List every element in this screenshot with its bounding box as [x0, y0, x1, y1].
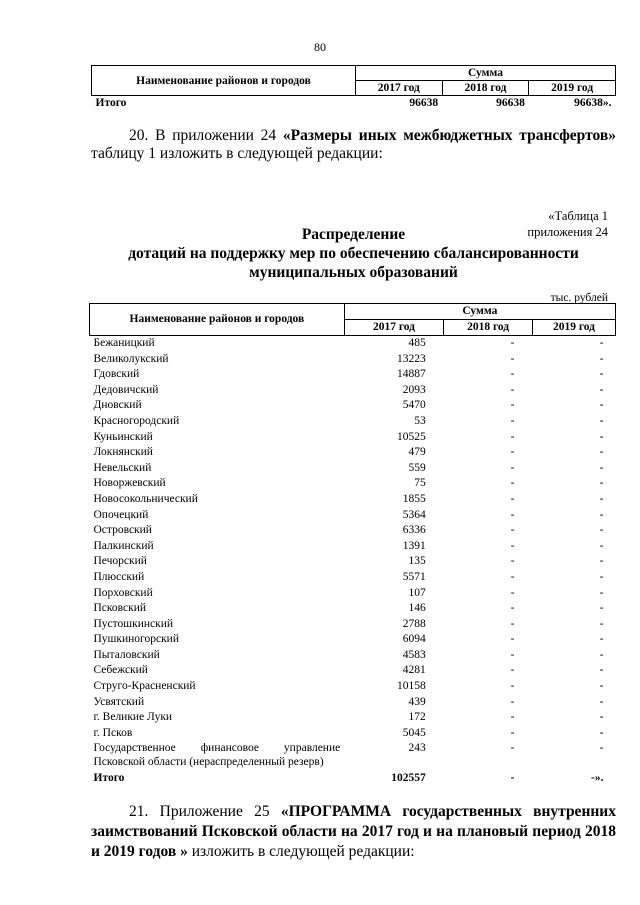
table-row — [90, 383, 616, 399]
table-row — [90, 398, 616, 414]
row-value-2019: - — [599, 337, 604, 349]
table-row — [90, 726, 616, 742]
row-value-2019: - — [599, 368, 604, 381]
row-value-2017: 5571 — [402, 570, 426, 583]
table-row — [90, 492, 616, 508]
row-value-2017: 479 — [408, 446, 426, 459]
row-value-2018: - — [510, 430, 515, 443]
row-name: Пушкиногорский — [93, 633, 179, 646]
row-value-2017: 439 — [408, 695, 426, 708]
table-row — [90, 695, 616, 711]
row-name: Невельский — [93, 461, 152, 474]
row-value-2017: 10158 — [396, 680, 426, 693]
row-name: Локнянский — [93, 446, 153, 459]
table-row — [90, 663, 616, 679]
paragraph-20-text1: 20. В приложении 24 — [129, 127, 283, 144]
paragraph-20-text2: таблицу 1 изложить в следующей редакции: — [91, 145, 383, 162]
row-value-2019: - — [599, 664, 604, 677]
row-value-2019: - — [599, 633, 604, 646]
table-row — [90, 570, 616, 586]
row-name: Опочецкий — [93, 508, 149, 521]
row-value-2019: - — [599, 555, 604, 568]
prev-total-2019: 96638». — [574, 97, 612, 109]
row-name: Пустошкинский — [93, 617, 174, 630]
row-value-2019: - — [599, 446, 604, 459]
row-value-2018: - — [510, 508, 515, 521]
row-value-2018: - — [510, 524, 515, 537]
prev-year-2017: 2017 год — [356, 81, 443, 96]
row-value-2019: - — [599, 742, 604, 755]
row-value-2017: 4583 — [402, 648, 426, 661]
row-value-2019: - — [599, 352, 604, 365]
row-value-2018: - — [510, 726, 515, 739]
header-sum: Сумма — [344, 304, 615, 320]
row-name: Дновский — [93, 399, 142, 412]
table-caption-line1: «Таблица 1 — [548, 209, 608, 223]
row-value-2018: - — [510, 586, 515, 599]
row-value-2019: - — [599, 461, 604, 474]
row-value-2018: - — [510, 633, 515, 646]
row-value-2017: 172 — [408, 711, 426, 724]
units-label: тыс. рублей — [550, 292, 608, 304]
row-value-2017: 5364 — [402, 508, 426, 521]
row-name: Бежаницкий — [93, 337, 155, 349]
row-name: Усвятский — [93, 695, 145, 708]
row-value-2018: - — [510, 602, 515, 615]
table-row — [90, 430, 616, 446]
row-name: Красногородский — [93, 414, 180, 427]
row-value-2019: - — [599, 711, 604, 724]
row-name: Государственное финансовое управление Псковской области (нераспределенный резерв) — [93, 742, 341, 769]
table-row — [90, 617, 616, 633]
row-value-2017: 559 — [408, 461, 426, 474]
row-value-2018: - — [510, 555, 515, 568]
row-name: Псковский — [93, 602, 147, 615]
row-value-2018: - — [510, 461, 515, 474]
table-row — [90, 352, 616, 368]
table-row — [90, 508, 616, 524]
header-year-2017: 2017 год — [344, 320, 444, 336]
row-value-2019: - — [599, 586, 604, 599]
row-value-2019: - — [599, 602, 604, 615]
page-number: 80 — [314, 40, 326, 54]
row-name: Гдовский — [93, 368, 140, 381]
paragraph-21-text1: 21. Приложение 25 — [129, 803, 281, 820]
row-name: Куньинский — [93, 430, 153, 443]
row-value-2017: 10525 — [396, 430, 426, 443]
total-2019: -». — [591, 772, 604, 785]
row-value-2018: - — [510, 477, 515, 490]
title-line1: Распределение — [301, 226, 406, 243]
row-name: Плюсский — [93, 570, 145, 583]
row-value-2019: - — [599, 430, 604, 443]
table-row — [90, 601, 616, 617]
row-value-2017: 485 — [408, 337, 426, 349]
row-value-2018: - — [510, 742, 515, 755]
table-row — [90, 476, 616, 492]
table-row — [90, 586, 616, 602]
prev-header-sum: Сумма — [356, 66, 616, 81]
table-title — [91, 225, 616, 282]
row-value-2019: - — [599, 648, 604, 661]
row-value-2018: - — [510, 617, 515, 630]
table-row — [90, 539, 616, 555]
row-name: Великолукский — [93, 352, 169, 365]
row-name: Струго-Красненский — [93, 680, 196, 693]
row-name: Пыталовский — [93, 648, 160, 661]
table-row — [90, 679, 616, 695]
row-value-2019: - — [599, 524, 604, 537]
row-name: Палкинский — [93, 539, 154, 552]
row-value-2019: - — [599, 399, 604, 412]
table-row — [90, 648, 616, 664]
row-value-2019: - — [599, 680, 604, 693]
row-value-2018: - — [510, 337, 515, 349]
row-value-2017: 146 — [408, 602, 426, 615]
row-value-2018: - — [510, 414, 515, 427]
row-value-2018: - — [510, 368, 515, 381]
row-value-2018: - — [510, 539, 515, 552]
header-year-2018: 2018 год — [444, 320, 533, 336]
table-row — [90, 414, 616, 430]
total-label: Итого — [93, 772, 125, 785]
paragraph-21-bold: «ПРОГРАММА государственных внутренних заимствований Псковской области на 2017 год и на плановый период 2018 и 2019 годов » — [91, 803, 616, 860]
table-row — [90, 367, 616, 383]
row-name: Порховский — [93, 586, 153, 599]
row-value-2018: - — [510, 352, 515, 365]
row-name: Островский — [93, 524, 152, 537]
paragraph-21-text2: изложить в следующей редакции: — [187, 843, 415, 860]
row-value-2018: - — [510, 383, 515, 396]
row-value-2017: 6336 — [402, 524, 426, 537]
row-value-2017: 75 — [414, 477, 426, 490]
title-line2: дотаций на поддержку мер по обеспечению сбалансированности — [128, 245, 579, 262]
row-value-2019: - — [599, 383, 604, 396]
row-name: Себежский — [93, 664, 148, 677]
row-value-2017: 14887 — [396, 368, 426, 381]
header-year-2019: 2019 год — [532, 320, 615, 336]
row-value-2018: - — [510, 664, 515, 677]
row-value-2018: - — [510, 680, 515, 693]
table-row — [90, 461, 616, 477]
row-name: г. Великие Луки — [93, 711, 173, 724]
prev-year-2018: 2018 год — [442, 81, 529, 96]
subsidy-table — [89, 303, 616, 787]
paragraph-20-bold: «Размеры иных межбюджетных трансфертов» — [282, 127, 616, 144]
table-row — [90, 336, 616, 352]
total-row — [90, 771, 616, 787]
row-value-2017: 243 — [408, 742, 426, 755]
row-value-2017: 13223 — [396, 352, 426, 365]
prev-total-2017: 96638 — [409, 97, 439, 109]
row-value-2017: 1855 — [402, 492, 426, 505]
prev-total-2018: 96638 — [496, 97, 525, 109]
row-value-2019: - — [599, 414, 604, 427]
row-value-2017: 6094 — [402, 633, 426, 646]
table-row — [90, 710, 616, 726]
row-value-2018: - — [510, 648, 515, 661]
row-value-2017: 2093 — [402, 383, 426, 396]
prev-total-label: Итого — [95, 97, 127, 109]
row-name: г. Псков — [93, 726, 133, 739]
row-value-2018: - — [510, 446, 515, 459]
header-name: Наименование районов и городов — [90, 304, 345, 336]
row-name: Новосокольнический — [93, 492, 198, 505]
table-caption-line2: приложения 24 — [527, 225, 608, 239]
previous-table-fragment — [91, 65, 616, 110]
row-value-2019: - — [599, 477, 604, 490]
row-value-2019: - — [599, 617, 604, 630]
table-row — [90, 554, 616, 570]
row-value-2017: 1391 — [402, 539, 426, 552]
row-value-2018: - — [510, 492, 515, 505]
row-value-2018: - — [510, 570, 515, 583]
table-row — [90, 523, 616, 539]
total-2017: 102557 — [391, 772, 426, 785]
row-value-2017: 2788 — [402, 617, 426, 630]
row-name: Печорский — [93, 555, 147, 568]
row-value-2019: - — [599, 695, 604, 708]
table-row — [90, 741, 616, 771]
paragraph-21 — [91, 802, 616, 862]
row-value-2017: 53 — [414, 414, 426, 427]
row-value-2019: - — [599, 570, 604, 583]
row-value-2019: - — [599, 539, 604, 552]
prev-header-name: Наименование районов и городов — [92, 66, 356, 96]
row-value-2018: - — [510, 695, 515, 708]
total-2018: - — [510, 772, 515, 785]
paragraph-20 — [91, 127, 616, 163]
row-name: Новоржевский — [93, 477, 166, 490]
row-value-2017: 4281 — [402, 664, 426, 677]
prev-year-2019: 2019 год — [529, 81, 616, 96]
row-value-2017: 5045 — [402, 726, 426, 739]
title-line3: муниципальных образований — [249, 264, 458, 281]
row-value-2017: 5470 — [402, 399, 426, 412]
row-name: Дедовичский — [93, 383, 159, 396]
row-value-2018: - — [510, 399, 515, 412]
row-value-2019: - — [599, 726, 604, 739]
table-row — [90, 632, 616, 648]
table-row — [90, 445, 616, 461]
row-value-2017: 135 — [408, 555, 426, 568]
row-value-2019: - — [599, 508, 604, 521]
row-value-2017: 107 — [408, 586, 426, 599]
row-value-2019: - — [599, 492, 604, 505]
row-value-2018: - — [510, 711, 515, 724]
